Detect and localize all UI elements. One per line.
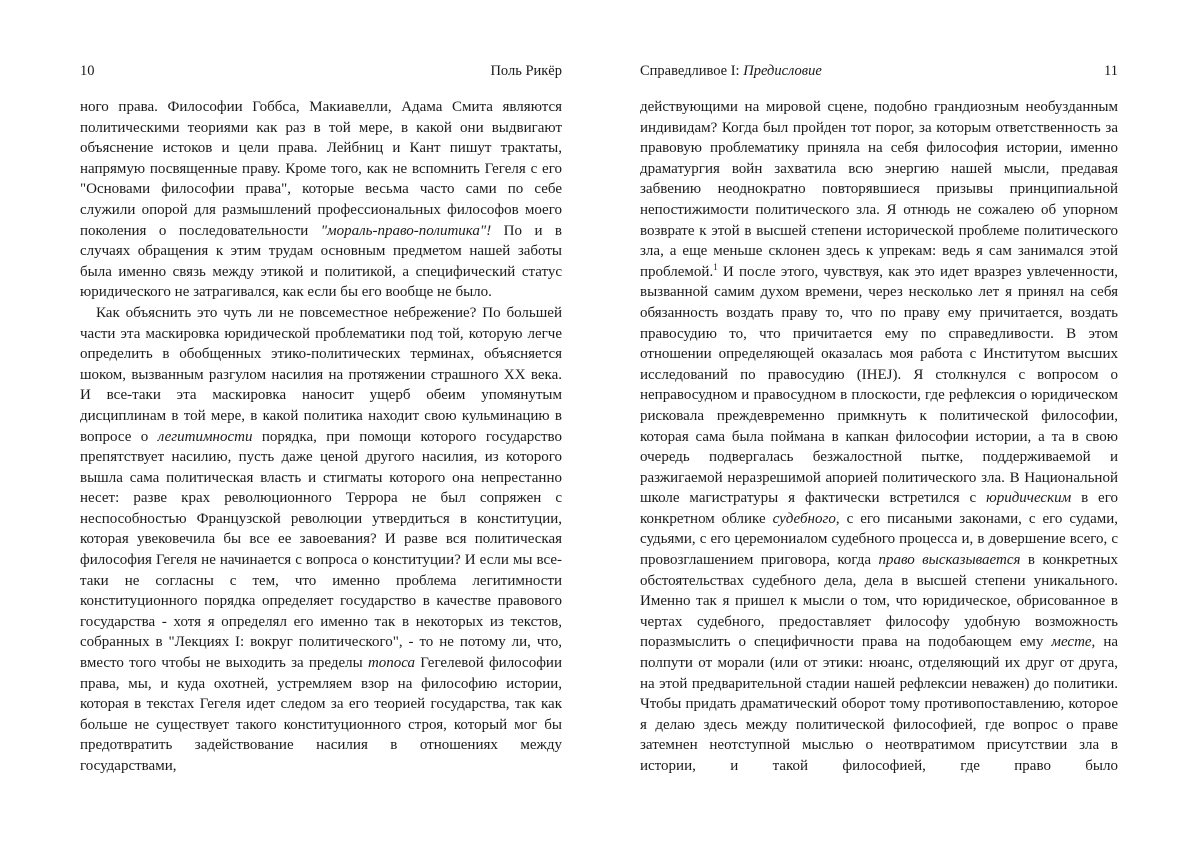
- text-run: Гегелевой философии права, мы, и куда охотней, устремляем взор на философию истории, которая в текстах Гегеля идет следом за его теорией государства, так как больше не существует такого конституционного строя, который мог бы предотвратить задействование насилия в отношениях между государствами,: [80, 655, 562, 774]
- italic-text: "мораль-право-политика"!: [320, 222, 492, 239]
- left-page: [80, 0, 562, 848]
- text-run: порядка, при помощи которого государство препятствует насилию, пусть даже ценой другого насилия, из которого вышла сама политическая власть и стигматы которого она непрестанно несет: разве крах революционного Террора не был сопряжен с неспособностью Французской революции утвердиться в конституции, которая увековечила бы все ее завоевания? И разве вся политическая философия Гегеля не начинается с вопроса о конституции? И если мы все-таки не согласны с тем, что именно проблема легитимности конституционного порядка определяет государство в качестве правового государства - хотя я определял его именно так в некоторых из текстов, собранных в "Лекциях I: вокруг политического", - то не потому ли, что, вместо того чтобы не выходить за пределы: [80, 428, 562, 672]
- paragraph: [80, 97, 562, 303]
- right-page: [640, 0, 1118, 848]
- running-head: Поль Рикёр: [490, 63, 562, 79]
- text-run: Как объяснить это чуть ли не повсеместное небрежение? По большей части эта маскировка юридической проблематики под той, которую легче определить в обобщенных этико-политических терминах, объясняется шоком, вызванным разгулом насилия на протяжении страшного XX века. И все-таки эта маскировка наносит ущерб обеим упомянутым дисциплинам в той мере, в какой политика находит свою кульминацию в вопросе о: [80, 304, 562, 445]
- paragraph: [640, 97, 1118, 777]
- text-run: на полпути от морали (или от этики: нюанс, отделяющий их друг от друга, на этой предварительной стадии нашей рефлексии неважен) до политики. Чтобы придать драматический оборот тому противопоставлению, которое я делаю здесь между политической философией, где вопрос о праве затемнен неотступной мыслью о неотвратимом присутствии зла в истории, и такой философией, где право было: [640, 634, 1118, 774]
- left-page-header: [80, 61, 562, 81]
- text-run: И после этого, чувствуя, как это идет вразрез увлеченности, вызванной самим духом времени, через несколько лет я принял на себя обязанность воздать праву то, что по праву ему причитается, воздать правосудию то, что причитается ему по справедливости. В этом отношении определяющей оказалась моя работа с Институтом высших исследований по правосудию (IHEJ). Я столкнулся с вопросом о неправосудном и правосудном в плоскости, где рефлексия о юридическом рисковала преждевременно примкнуть к политической философии, которая сама была поймана в капкан философии истории, а та в свою очередь подвергалась безжалостной пытке, поддерживаемой и разжигаемой неразрешимой апорией политического зла. В Национальной школе магистратуры я фактически встретился с: [640, 263, 1118, 507]
- italic-text: месте,: [1051, 634, 1096, 651]
- running-head-title: Справедливое I:: [640, 63, 744, 79]
- right-page-header: [640, 61, 1118, 81]
- page-number: 11: [1104, 63, 1118, 79]
- footnote-marker: 1: [713, 261, 718, 272]
- italic-text: юридическим: [986, 490, 1072, 507]
- text-run: По и в случаях обращения к этим трудам основным предметом нашей заботы была именно связь между этикой и политикой, а специфический статус юридического не затрагивался, как если бы его вообще не было.: [80, 222, 562, 301]
- text-run: действующими на мировой сцене, подобно грандиозным необузданным индивидам? Когда был пройден тот порог, за которым ответственность за правовую проблематику приняла на себя философия истории, именно драматургия войн захватила всю энергию нашей мысли, предавая забвению неоднократно повторявшиеся призывы принципиальной непостижимости политического зла. Я отнюдь не сожалею об упорном возврате к этой в высшей степени исторической проблеме политического зла, а еще меньше склонен здесь к упрекам: ведь я сам занимался этой проблемой.: [640, 99, 1118, 280]
- italic-text: право высказывается: [878, 552, 1021, 569]
- right-page-body: [640, 97, 1118, 777]
- text-run: в его конкретном облике: [640, 490, 1118, 527]
- page-number: 10: [80, 63, 95, 79]
- italic-text: топоса: [367, 655, 416, 672]
- italic-text: судебного: [772, 510, 836, 527]
- text-run: в конкретных обстоятельствах судебного дела, дела в высшей степени уникального. Именно так я пришел к мысли о том, что юридическое, обрисованное в чертах судебного, предоставляет философу удобную возможность поразмыслить о специфичности права на подобающем ему: [640, 552, 1118, 651]
- text-run: ного права. Философии Гоббса, Макиавелли, Адама Смита являются политическими теориями как раз в той мере, в какой они выдвигают объяснение истоков и цели права. Лейбниц и Кант пишут трактаты, напрямую посвященные праву. Кроме того, как не вспомнить Гегеля с его "Основами философии права", которые весьма часто сами по себе служили опорой для размышлений профессиональных философов моего поколения о последовательности: [80, 99, 562, 239]
- running-head: [640, 61, 822, 81]
- running-head-section: Предисловие: [743, 63, 822, 79]
- italic-text: легитимности: [157, 428, 253, 445]
- text-run: , с его писаными законами, с его судами, судьями, с его церемониалом судебного процесса и, в довершение всего, с провозглашением приговора, когда: [640, 510, 1118, 569]
- paragraph: [80, 303, 562, 777]
- left-page-body: [80, 97, 562, 777]
